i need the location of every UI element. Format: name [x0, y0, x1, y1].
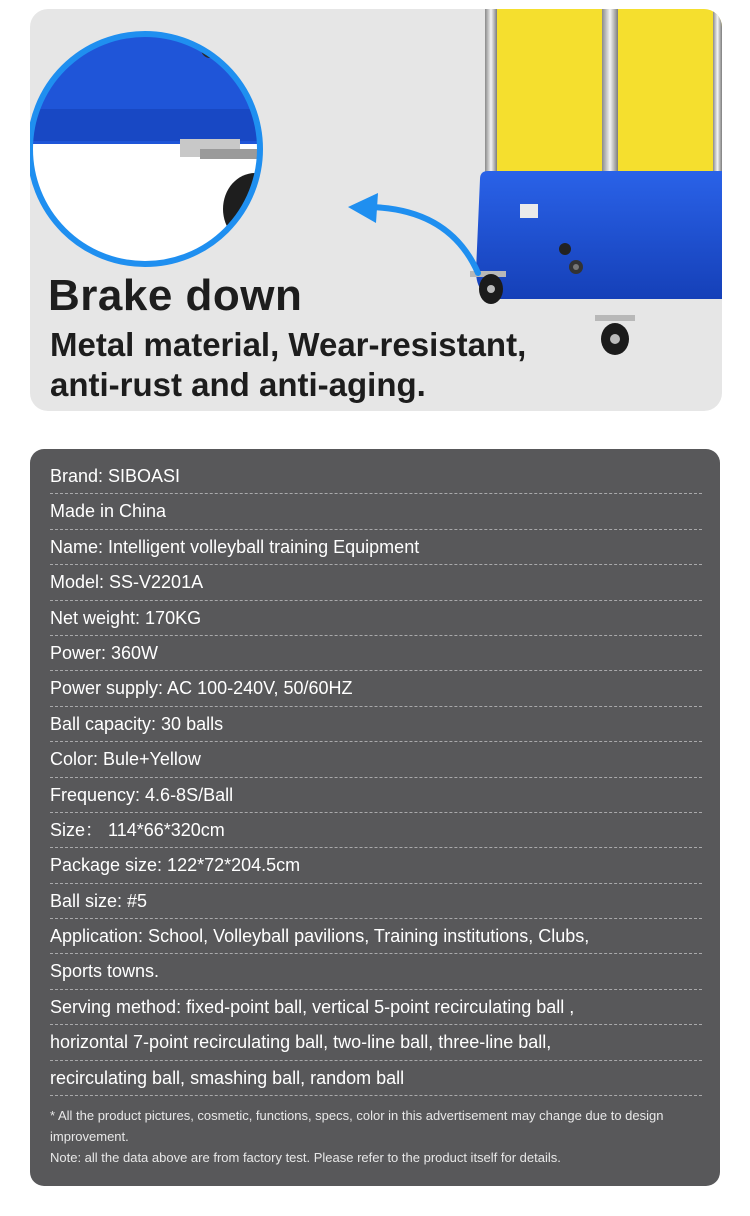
spec-frequency: Frequency: 4.6-8S/Ball — [50, 778, 702, 813]
spec-size: Size： 114*66*320cm — [50, 813, 702, 848]
disclaimer-note: * All the product pictures, cosmetic, functions, specs, color in this advertisement may change due to design improvement. — [50, 1108, 664, 1144]
arrow-head-icon — [348, 193, 378, 223]
spec-serving-method-cont: horizontal 7-point recirculating ball, two-line ball, three-line ball, — [50, 1025, 702, 1060]
machine-body — [470, 9, 722, 355]
spec-model: Model: SS-V2201A — [50, 565, 702, 600]
spec-ball-size: Ball size: #5 — [50, 884, 702, 919]
feature-card — [30, 9, 722, 411]
spec-origin: Made in China — [50, 494, 702, 529]
spec-notes — [50, 1105, 706, 1168]
spec-card — [30, 449, 720, 1186]
spec-net-weight: Net weight: 170KG — [50, 601, 702, 636]
spec-list — [50, 459, 702, 1096]
spec-serving-method-cont: recirculating ball, smashing ball, random ball — [50, 1061, 702, 1096]
blue-base — [476, 171, 722, 299]
factory-test-note: Note: all the data above are from factory test. Please refer to the product itself for details. — [50, 1150, 561, 1165]
spec-application-cont: Sports towns. — [50, 954, 702, 989]
spec-package-size: Package size: 122*72*204.5cm — [50, 848, 702, 883]
spec-name: Name: Intelligent volleyball training Equipment — [50, 530, 702, 565]
spec-power-supply: Power supply: AC 100-240V, 50/60HZ — [50, 671, 702, 706]
spec-brand: Brand: SIBOASI — [50, 459, 702, 494]
spec-serving-method: Serving method: fixed-point ball, vertical 5-point recirculating ball , — [50, 990, 702, 1025]
feature-title: Brake down — [48, 271, 303, 320]
pointer-arrow — [370, 207, 478, 273]
spec-power: Power: 360W — [50, 636, 702, 671]
feature-description: Metal material, Wear-resistant, anti-rust and anti-aging. — [50, 326, 527, 403]
spec-ball-capacity: Ball capacity: 30 balls — [50, 707, 702, 742]
spec-color: Color: Bule+Yellow — [50, 742, 702, 777]
zoom-detail — [30, 9, 296, 264]
spec-application: Application: School, Volleyball pavilions, Training institutions, Clubs, — [50, 919, 702, 954]
